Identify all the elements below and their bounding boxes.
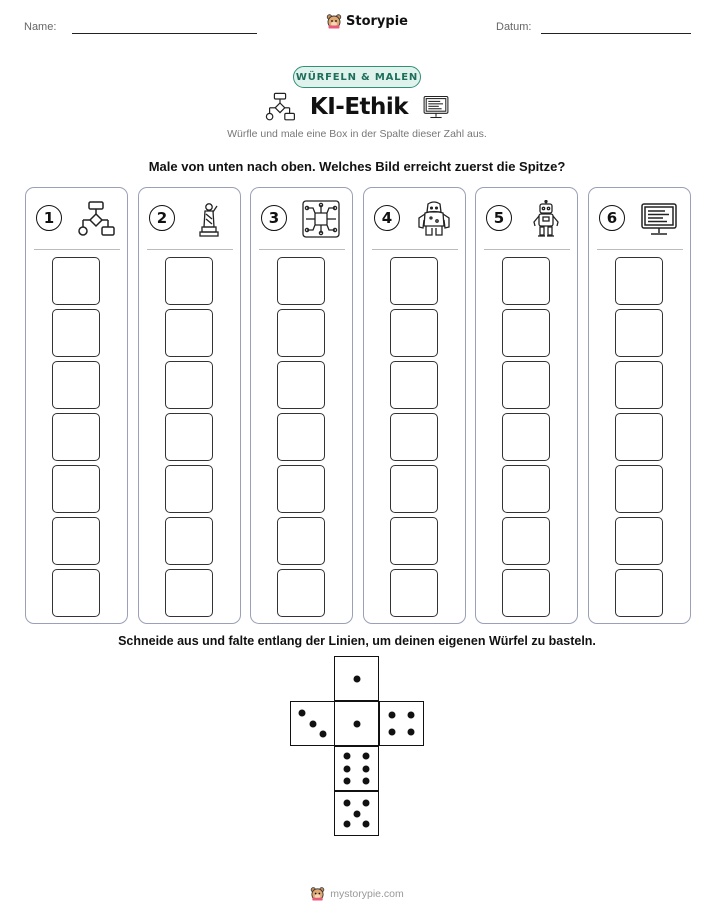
robot-icon bbox=[526, 200, 566, 238]
coloring-box[interactable] bbox=[390, 517, 438, 565]
coloring-box[interactable] bbox=[165, 309, 213, 357]
coloring-box[interactable] bbox=[277, 517, 325, 565]
dice-pip bbox=[344, 765, 351, 772]
column-divider bbox=[147, 249, 233, 250]
coloring-box[interactable] bbox=[52, 569, 100, 617]
coloring-box[interactable] bbox=[502, 413, 550, 461]
coloring-box[interactable] bbox=[52, 517, 100, 565]
question: Male von unten nach oben. Welches Bild erreicht zuerst die Spitze? bbox=[148, 159, 566, 174]
dice-pip bbox=[353, 720, 360, 727]
column-divider bbox=[259, 249, 345, 250]
coloring-box[interactable] bbox=[502, 517, 550, 565]
coloring-box[interactable] bbox=[277, 309, 325, 357]
coloring-box[interactable] bbox=[277, 257, 325, 305]
coloring-box[interactable] bbox=[165, 569, 213, 617]
coloring-box[interactable] bbox=[502, 361, 550, 409]
footer-url: mystorypie.com bbox=[330, 887, 404, 900]
date-label: Datum: bbox=[496, 21, 532, 33]
coloring-box[interactable] bbox=[390, 309, 438, 357]
coloring-box[interactable] bbox=[277, 569, 325, 617]
coloring-box[interactable] bbox=[52, 309, 100, 357]
dice-face-center bbox=[334, 701, 379, 746]
dice-column-5 bbox=[475, 187, 578, 624]
dice-pip bbox=[344, 821, 351, 828]
dice-column-1 bbox=[25, 187, 128, 624]
coloring-box[interactable] bbox=[502, 465, 550, 513]
dice-face-bottom bbox=[334, 791, 379, 836]
dice-pip bbox=[407, 711, 414, 718]
footer bbox=[0, 886, 714, 901]
dice-pip bbox=[407, 729, 414, 736]
name-line[interactable] bbox=[72, 33, 257, 34]
coloring-box[interactable] bbox=[390, 361, 438, 409]
coloring-box[interactable] bbox=[502, 257, 550, 305]
title-row bbox=[0, 91, 714, 123]
dice-pip bbox=[320, 731, 327, 738]
dice-pip bbox=[362, 765, 369, 772]
flowchart-icon bbox=[264, 91, 296, 123]
dice-pip bbox=[389, 729, 396, 736]
coloring-box[interactable] bbox=[165, 257, 213, 305]
dice-face-left bbox=[290, 701, 335, 746]
coloring-box[interactable] bbox=[615, 569, 663, 617]
coloring-box[interactable] bbox=[615, 413, 663, 461]
coloring-box[interactable] bbox=[390, 413, 438, 461]
coloring-box[interactable] bbox=[165, 517, 213, 565]
coloring-box[interactable] bbox=[390, 465, 438, 513]
coloring-box[interactable] bbox=[52, 465, 100, 513]
coloring-box[interactable] bbox=[165, 413, 213, 461]
statue-icon bbox=[189, 200, 229, 238]
page-title: KI-Ethik bbox=[309, 94, 409, 120]
coloring-box[interactable] bbox=[615, 309, 663, 357]
dice-pip bbox=[309, 720, 316, 727]
dice-pip bbox=[362, 752, 369, 759]
dice-column-6 bbox=[588, 187, 691, 624]
dice-face-top bbox=[334, 656, 379, 701]
dice-pip bbox=[362, 799, 369, 806]
dice-column-4 bbox=[363, 187, 466, 624]
coloring-box[interactable] bbox=[615, 465, 663, 513]
column-header bbox=[599, 200, 681, 240]
dice-pip bbox=[344, 752, 351, 759]
column-header bbox=[486, 200, 568, 240]
cut-instruction: Schneide aus und falte entlang der Linien, um deinen eigenen Würfel zu basteln. bbox=[118, 634, 596, 648]
coloring-box[interactable] bbox=[52, 257, 100, 305]
golem-icon bbox=[414, 200, 454, 238]
column-header bbox=[149, 200, 231, 240]
dice-pip bbox=[344, 799, 351, 806]
dice-column-3 bbox=[250, 187, 353, 624]
column-header bbox=[36, 200, 118, 240]
dice-face-right bbox=[379, 701, 424, 746]
column-number: 2 bbox=[149, 205, 175, 231]
dice-column-2 bbox=[138, 187, 241, 624]
column-number: 5 bbox=[486, 205, 512, 231]
column-number: 4 bbox=[374, 205, 400, 231]
column-number: 6 bbox=[599, 205, 625, 231]
coloring-box[interactable] bbox=[277, 413, 325, 461]
coloring-box[interactable] bbox=[277, 361, 325, 409]
circuit-board-icon bbox=[301, 200, 341, 238]
column-number: 3 bbox=[261, 205, 287, 231]
dice-face-lower bbox=[334, 746, 379, 791]
coloring-box[interactable] bbox=[277, 465, 325, 513]
dice-pip bbox=[389, 711, 396, 718]
column-divider bbox=[34, 249, 120, 250]
coloring-box[interactable] bbox=[165, 361, 213, 409]
coloring-box[interactable] bbox=[52, 413, 100, 461]
dice-pip bbox=[353, 810, 360, 817]
column-divider bbox=[372, 249, 458, 250]
dice-pip bbox=[344, 778, 351, 785]
column-number: 1 bbox=[36, 205, 62, 231]
computer-monitor-icon bbox=[639, 200, 679, 238]
coloring-box[interactable] bbox=[390, 257, 438, 305]
brand-name: Storypie bbox=[346, 13, 408, 29]
coloring-box[interactable] bbox=[52, 361, 100, 409]
name-label: Name: bbox=[24, 21, 57, 33]
subtitle: Würfle und male eine Box in der Spalte dieser Zahl aus. bbox=[227, 128, 487, 140]
storypie-bear-icon bbox=[310, 886, 325, 901]
coloring-box[interactable] bbox=[165, 465, 213, 513]
computer-monitor-icon bbox=[422, 93, 450, 121]
dice-pip bbox=[362, 778, 369, 785]
dice-pip bbox=[298, 709, 305, 716]
coloring-box[interactable] bbox=[502, 309, 550, 357]
dice-pip bbox=[362, 821, 369, 828]
coloring-box[interactable] bbox=[615, 361, 663, 409]
date-line[interactable] bbox=[541, 33, 691, 34]
dice-pip bbox=[353, 675, 360, 682]
column-header bbox=[261, 200, 343, 240]
coloring-box[interactable] bbox=[390, 569, 438, 617]
activity-badge: WÜRFELN & MALEN bbox=[293, 66, 421, 88]
coloring-box[interactable] bbox=[502, 569, 550, 617]
column-divider bbox=[597, 249, 683, 250]
flowchart-icon bbox=[76, 200, 116, 238]
coloring-box[interactable] bbox=[615, 257, 663, 305]
brand-logo bbox=[326, 13, 408, 29]
storypie-bear-icon bbox=[326, 13, 342, 29]
column-header bbox=[374, 200, 456, 240]
column-divider bbox=[484, 249, 570, 250]
coloring-box[interactable] bbox=[615, 517, 663, 565]
